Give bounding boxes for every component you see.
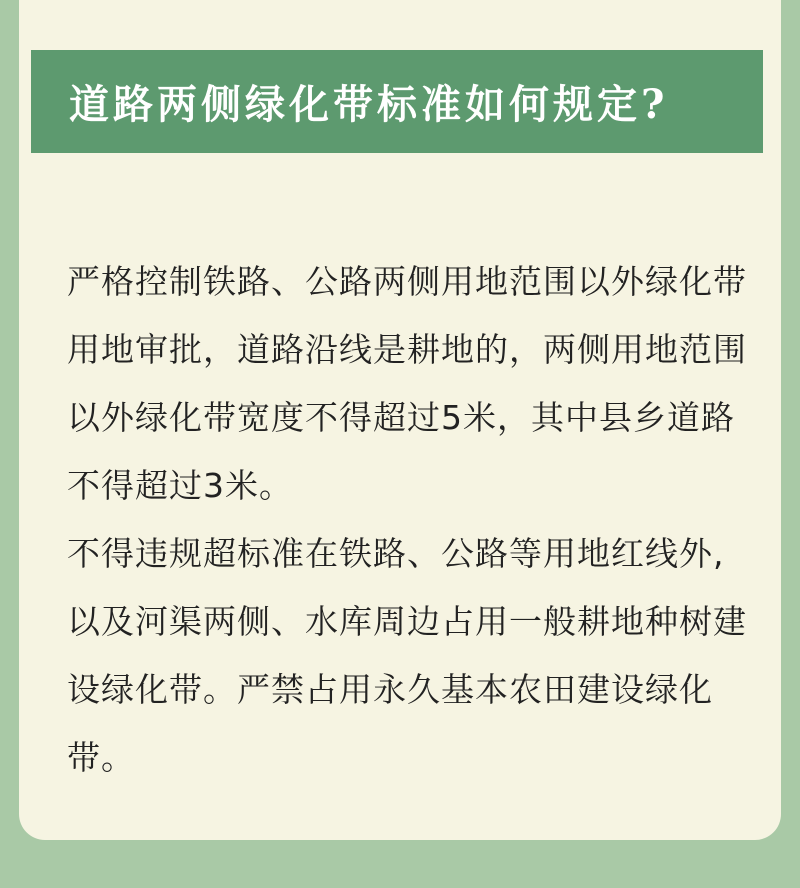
paragraph-1: 严格控制铁路、公路两侧用地范围以外绿化带用地审批，道路沿线是耕地的，两侧用地范围以外绿化带宽度不得超过5米，其中县乡道路不得超过3米。	[67, 262, 747, 505]
title-banner	[31, 50, 763, 153]
paragraph-2: 不得违规超标准在铁路、公路等用地红线外,以及河渠两侧、水库周边占用一般耕地种树建设绿化带。严禁占用永久基本农田建设绿化带。	[67, 534, 747, 777]
body-text	[67, 248, 747, 792]
page-title: 道路两侧绿化带标准如何规定?	[69, 81, 669, 128]
